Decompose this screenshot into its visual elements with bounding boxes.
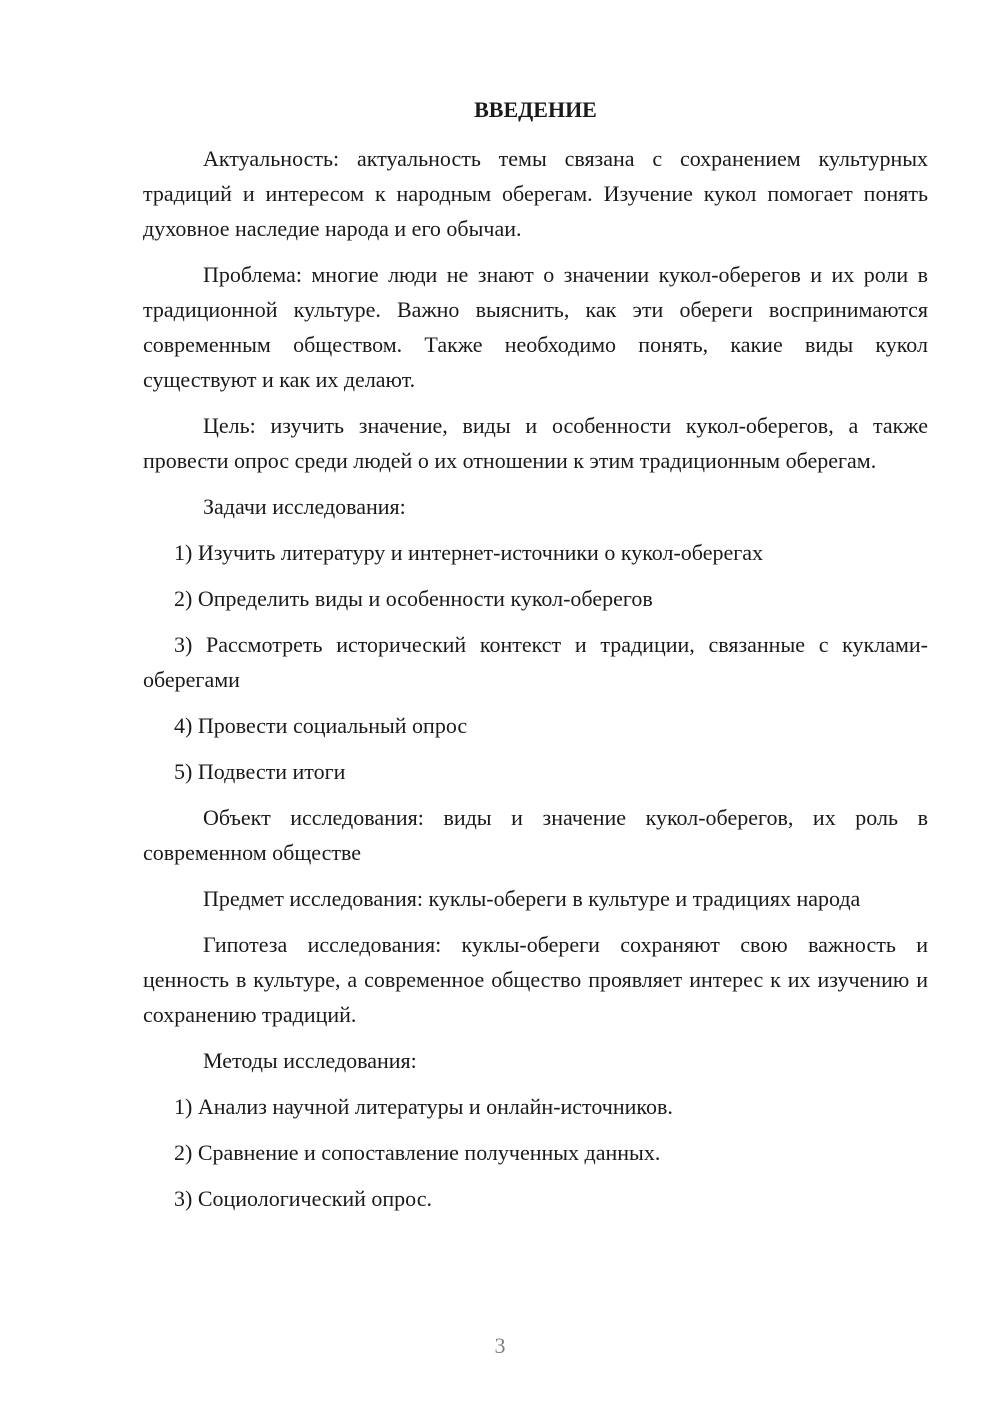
task-item: 1) Изучить литературу и интернет-источники о кукол-оберегах [174,540,764,565]
page-number: 3 [494,1333,506,1358]
problem-paragraph: Проблема: многие люди не знают о значении кукол-оберегов и их роли в традиционной культуре. Важно выяснить, как эти обереги воспринимаются современным обществом. Также необходимо понять, какие виды кукол существуют и как их делают. [143,262,928,392]
task-item: 5) Подвести итоги [174,759,346,784]
subject-paragraph: Предмет исследования: куклы-обереги в культуре и традициях народа [203,886,861,911]
method-item: 2) Сравнение и сопоставление полученных данных. [174,1140,661,1165]
document-body [143,95,928,1227]
method-item: 1) Анализ научной литературы и онлайн-источников. [174,1094,673,1119]
relevance-paragraph: Актуальность: актуальность темы связана с сохранением культурных традиций и интересом к народным оберегам. Изучение кукол помогает понять духовное наследие народа и его обычаи. [143,146,928,241]
goal-paragraph: Цель: изучить значение, виды и особенности кукол-оберегов, а также провести опрос среди людей о их отношении к этим традиционным оберегам. [143,413,928,473]
task-item: 4) Провести социальный опрос [174,713,468,738]
tasks-heading: Задачи исследования: [203,494,406,519]
task-item: 2) Определить виды и особенности кукол-оберегов [174,586,653,611]
hypothesis-paragraph: Гипотеза исследования: куклы-обереги сохраняют свою важность и ценность в культуре, а современное общество проявляет интерес к их изучению и сохранению традиций. [143,932,928,1027]
methods-heading: Методы исследования: [203,1048,417,1073]
object-paragraph: Объект исследования: виды и значение кукол-оберегов, их роль в современном обществе [143,805,928,865]
section-title: ВВЕДЕНИЕ [474,97,597,122]
task-item: 3) Рассмотреть исторический контекст и традиции, связанные с куклами-оберегами [143,632,928,692]
method-item: 3) Социологический опрос. [174,1186,432,1211]
